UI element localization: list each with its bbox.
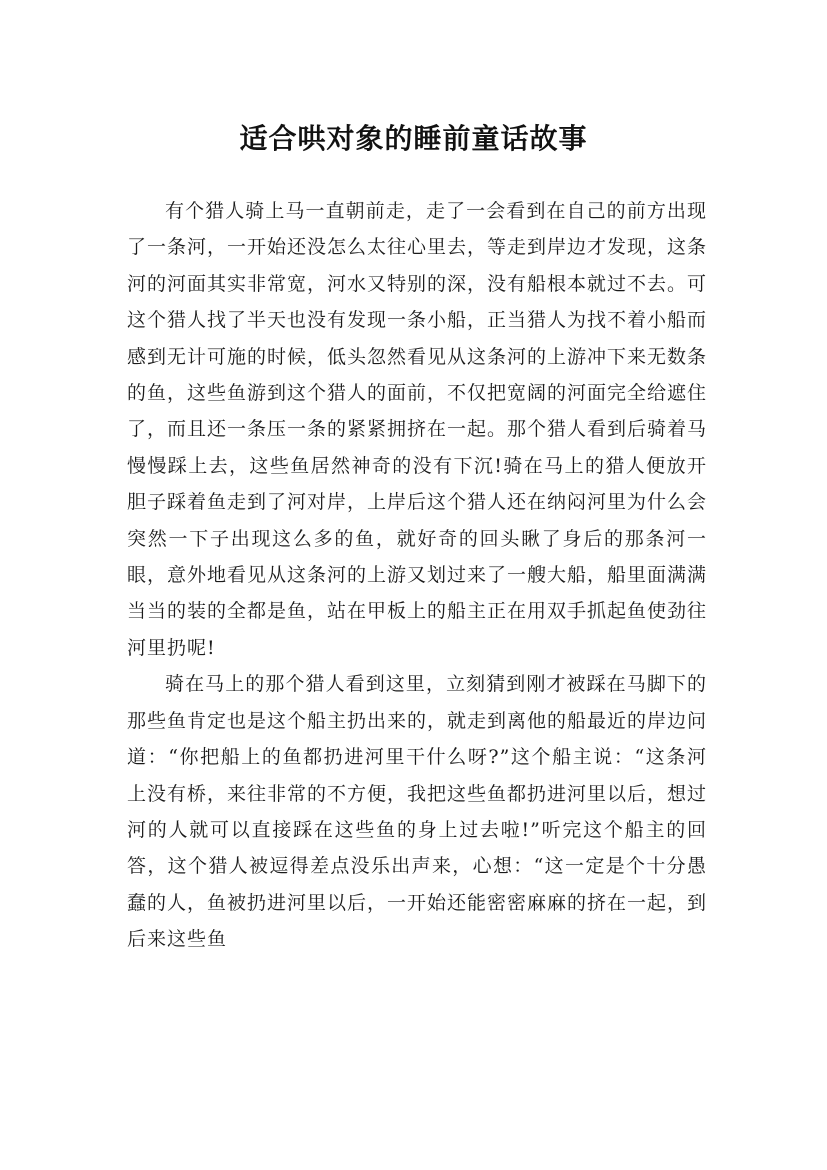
paragraph-2: 骑在马上的那个猎人看到这里，立刻猜到刚才被踩在马脚下的那些鱼肯定也是这个船主扔出来的，就走到离他的船最近的岸边问道：“你把船上的鱼都扔进河里干什么呀?”这个船主说：“这条河上没有桥，来往非常的不方便，我把这些鱼都扔进河里以后，想过河的人就可以直接踩在这些鱼的身上过去啦!”听完这个船主的回答，这个猎人被逗得差点没乐出声来，心想：“这一定是个十分愚蠢的人，鱼被扔进河里以后，一开始还能密密麻麻的挤在一起，到后来这些鱼	[127, 673, 708, 951]
document-body	[127, 193, 707, 958]
document-title: 适合哄对象的睡前童话故事	[239, 121, 588, 155]
paragraph-1: 有个猎人骑上马一直朝前走，走了一会看到在自己的前方出现了一条河，一开始还没怎么太往心里去，等走到岸边才发现，这条河的河面其实非常宽，河水又特别的深，没有船根本就过不去。可这个猎人找了半天也没有发现一条小船，正当猎人为找不着小船而感到无计可施的时候，低头忽然看见从这条河的上游冲下来无数条的鱼，这些鱼游到这个猎人的面前，不仅把宽阔的河面完全给遮住了，而且还一条压一条的紧紧拥挤在一起。那个猎人看到后骑着马慢慢踩上去，这些鱼居然神奇的没有下沉!骑在马上的猎人便放开胆子踩着鱼走到了河对岸，上岸后这个猎人还在纳闷河里为什么会突然一下子出现这么多的鱼，就好奇的回头瞅了身后的那条河一眼，意外地看见从这条河的上游又划过来了一艘大船，船里面满满当当的装的全都是鱼，站在甲板上的船主正在用双手抓起鱼使劲往河里扔呢!	[127, 200, 708, 659]
